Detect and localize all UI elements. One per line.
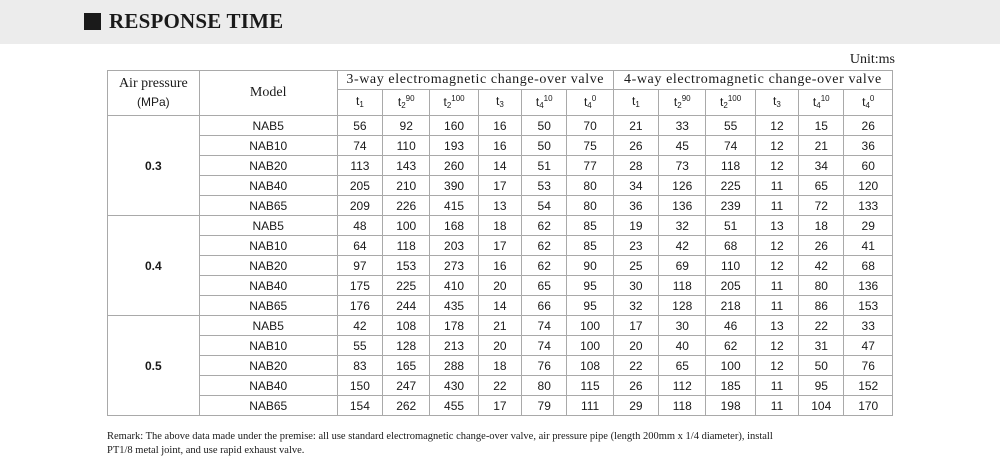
model-cell: NAB10 (199, 336, 337, 356)
value-cell: 120 (844, 176, 893, 196)
value-cell: 198 (706, 396, 755, 416)
value-cell: 31 (799, 336, 844, 356)
value-cell: 273 (430, 256, 478, 276)
title-square-icon (84, 13, 101, 30)
value-cell: 74 (337, 136, 382, 156)
value-cell: 85 (567, 236, 613, 256)
value-cell: 11 (755, 276, 798, 296)
value-cell: 152 (844, 376, 893, 396)
value-cell: 65 (799, 176, 844, 196)
value-cell: 30 (659, 316, 706, 336)
value-cell: 128 (659, 296, 706, 316)
subheader-4way-3 (755, 90, 798, 116)
value-cell: 150 (337, 376, 382, 396)
value-cell: 36 (613, 196, 658, 216)
value-cell: 26 (799, 236, 844, 256)
value-cell: 410 (430, 276, 478, 296)
value-cell: 18 (799, 216, 844, 236)
value-cell: 26 (613, 136, 658, 156)
value-cell: 95 (567, 296, 613, 316)
value-cell: 12 (755, 356, 798, 376)
subheader-symbol: t (720, 95, 724, 109)
value-cell: 80 (522, 376, 567, 396)
value-cell: 42 (337, 316, 382, 336)
value-cell: 28 (613, 156, 658, 176)
value-cell: 455 (430, 396, 478, 416)
value-cell: 218 (706, 296, 755, 316)
value-cell: 74 (522, 316, 567, 336)
air-pressure-header (108, 71, 200, 116)
value-cell: 62 (522, 216, 567, 236)
value-cell: 62 (522, 236, 567, 256)
value-cell: 92 (383, 116, 430, 136)
value-cell: 62 (706, 336, 755, 356)
value-cell: 154 (337, 396, 382, 416)
value-cell: 62 (522, 256, 567, 276)
subheader-superscript: 90 (681, 94, 691, 103)
value-cell: 262 (383, 396, 430, 416)
model-cell: NAB20 (199, 256, 337, 276)
subheader-subscript: 4 (539, 101, 544, 110)
remark-line-1: Remark: The above data made under the premise: all use standard electromagnetic change-over valve, air pressure pipe (length 200mm x 1/4 diameter), install (107, 431, 773, 442)
table-row (108, 336, 893, 356)
value-cell: 12 (755, 256, 798, 276)
value-cell: 55 (337, 336, 382, 356)
value-cell: 133 (844, 196, 893, 216)
value-cell: 34 (613, 176, 658, 196)
value-cell: 41 (844, 236, 893, 256)
subheader-3way-4 (522, 90, 567, 116)
value-cell: 23 (613, 236, 658, 256)
value-cell: 56 (337, 116, 382, 136)
value-cell: 100 (383, 216, 430, 236)
value-cell: 65 (659, 356, 706, 376)
value-cell: 20 (478, 336, 521, 356)
title-bar (0, 0, 1000, 44)
value-cell: 430 (430, 376, 478, 396)
value-cell: 175 (337, 276, 382, 296)
model-header: Model (199, 71, 337, 116)
value-cell: 17 (478, 176, 521, 196)
model-cell: NAB20 (199, 156, 337, 176)
subheader-subscript: 4 (865, 101, 870, 110)
value-cell: 118 (706, 156, 755, 176)
value-cell: 136 (844, 276, 893, 296)
table-row (108, 296, 893, 316)
table-row (108, 116, 893, 136)
value-cell: 21 (613, 116, 658, 136)
value-cell: 111 (567, 396, 613, 416)
value-cell: 118 (659, 396, 706, 416)
value-cell: 42 (659, 236, 706, 256)
value-cell: 239 (706, 196, 755, 216)
unit-label: Unit:ms (849, 52, 895, 67)
value-cell: 66 (522, 296, 567, 316)
value-cell: 48 (337, 216, 382, 236)
value-cell: 55 (706, 116, 755, 136)
value-cell: 77 (567, 156, 613, 176)
value-cell: 14 (478, 296, 521, 316)
value-cell: 76 (522, 356, 567, 376)
value-cell: 16 (478, 116, 521, 136)
value-cell: 12 (755, 236, 798, 256)
table-row (108, 196, 893, 216)
value-cell: 50 (522, 116, 567, 136)
value-cell: 42 (799, 256, 844, 276)
value-cell: 244 (383, 296, 430, 316)
value-cell: 185 (706, 376, 755, 396)
subheader-3way-0 (337, 90, 382, 116)
value-cell: 165 (383, 356, 430, 376)
subheader-3way-2 (430, 90, 478, 116)
value-cell: 11 (755, 296, 798, 316)
model-cell: NAB65 (199, 296, 337, 316)
value-cell: 95 (567, 276, 613, 296)
table-row (108, 256, 893, 276)
model-cell: NAB65 (199, 396, 337, 416)
value-cell: 68 (706, 236, 755, 256)
value-cell: 160 (430, 116, 478, 136)
value-cell: 76 (844, 356, 893, 376)
value-cell: 153 (383, 256, 430, 276)
value-cell: 30 (613, 276, 658, 296)
value-cell: 247 (383, 376, 430, 396)
value-cell: 110 (383, 136, 430, 156)
subheader-subscript: 3 (776, 99, 781, 109)
table-row (108, 376, 893, 396)
subheader-superscript: 90 (405, 94, 415, 103)
model-cell: NAB10 (199, 136, 337, 156)
value-cell: 17 (478, 396, 521, 416)
value-cell: 21 (799, 136, 844, 156)
value-cell: 168 (430, 216, 478, 236)
subheader-superscript: 10 (543, 94, 553, 103)
value-cell: 100 (567, 316, 613, 336)
value-cell: 108 (567, 356, 613, 376)
value-cell: 60 (844, 156, 893, 176)
subheader-superscript: 0 (869, 94, 875, 103)
subheader-symbol: t (812, 95, 817, 109)
value-cell: 50 (799, 356, 844, 376)
subheader-subscript: 2 (677, 101, 682, 110)
value-cell: 118 (659, 276, 706, 296)
value-cell: 13 (755, 316, 798, 336)
model-cell: NAB65 (199, 196, 337, 216)
value-cell: 18 (478, 356, 521, 376)
subheader-symbol: t (773, 93, 777, 108)
value-cell: 108 (383, 316, 430, 336)
value-cell: 113 (337, 156, 382, 176)
value-cell: 11 (755, 396, 798, 416)
value-cell: 21 (478, 316, 521, 336)
value-cell: 18 (478, 216, 521, 236)
value-cell: 15 (799, 116, 844, 136)
value-cell: 178 (430, 316, 478, 336)
subheader-4way-0 (613, 90, 658, 116)
value-cell: 80 (567, 176, 613, 196)
value-cell: 435 (430, 296, 478, 316)
value-cell: 100 (567, 336, 613, 356)
air-pressure-header-line1: Air pressure (118, 76, 188, 91)
model-cell: NAB5 (199, 116, 337, 136)
value-cell: 205 (337, 176, 382, 196)
value-cell: 12 (755, 116, 798, 136)
value-cell: 47 (844, 336, 893, 356)
value-cell: 33 (844, 316, 893, 336)
value-cell: 74 (522, 336, 567, 356)
value-cell: 14 (478, 156, 521, 176)
value-cell: 203 (430, 236, 478, 256)
subheader-superscript: 100 (727, 94, 742, 103)
value-cell: 176 (337, 296, 382, 316)
value-cell: 16 (478, 256, 521, 276)
value-cell: 12 (755, 336, 798, 356)
value-cell: 104 (799, 396, 844, 416)
pressure-cell: 0.4 (108, 216, 200, 316)
subheader-3way-5 (567, 90, 613, 116)
value-cell: 73 (659, 156, 706, 176)
value-cell: 143 (383, 156, 430, 176)
group-header-4way: 4-way electromagnetic change-over valve (613, 71, 892, 90)
table-row (108, 216, 893, 236)
subheader-3way-3 (478, 90, 521, 116)
value-cell: 110 (706, 256, 755, 276)
value-cell: 193 (430, 136, 478, 156)
value-cell: 126 (659, 176, 706, 196)
pressure-cell: 0.5 (108, 316, 200, 416)
subheader-subscript: 1 (635, 99, 640, 109)
value-cell: 209 (337, 196, 382, 216)
value-cell: 288 (430, 356, 478, 376)
value-cell: 118 (383, 236, 430, 256)
value-cell: 13 (478, 196, 521, 216)
value-cell: 213 (430, 336, 478, 356)
subheader-symbol: t (355, 93, 360, 108)
subheader-subscript: 3 (499, 99, 504, 109)
subheader-subscript: 2 (401, 101, 406, 110)
value-cell: 225 (383, 276, 430, 296)
value-cell: 53 (522, 176, 567, 196)
value-cell: 415 (430, 196, 478, 216)
value-cell: 75 (567, 136, 613, 156)
remark (107, 430, 907, 458)
value-cell: 85 (567, 216, 613, 236)
model-cell: NAB20 (199, 356, 337, 376)
value-cell: 112 (659, 376, 706, 396)
value-cell: 22 (799, 316, 844, 336)
value-cell: 26 (613, 376, 658, 396)
value-cell: 19 (613, 216, 658, 236)
subheader-subscript: 4 (587, 101, 592, 110)
page-title: RESPONSE TIME (109, 9, 284, 33)
value-cell: 80 (567, 196, 613, 216)
table-row (108, 156, 893, 176)
value-cell: 29 (844, 216, 893, 236)
value-cell: 22 (478, 376, 521, 396)
subheader-symbol: t (535, 95, 540, 109)
value-cell: 128 (383, 336, 430, 356)
value-cell: 260 (430, 156, 478, 176)
subheader-4way-5 (844, 90, 893, 116)
table-row (108, 276, 893, 296)
value-cell: 68 (844, 256, 893, 276)
value-cell: 205 (706, 276, 755, 296)
table-row (108, 236, 893, 256)
value-cell: 40 (659, 336, 706, 356)
air-pressure-header-line2: (MPa) (137, 95, 170, 109)
subheader-subscript: 4 (816, 101, 821, 110)
table-row (108, 316, 893, 336)
table-row (108, 176, 893, 196)
value-cell: 170 (844, 396, 893, 416)
subheader-symbol: t (583, 95, 588, 109)
pressure-cell: 0.3 (108, 116, 200, 216)
subheader-symbol: t (443, 95, 447, 109)
subheader-subscript: 1 (359, 99, 364, 109)
subheader-symbol: t (632, 93, 636, 108)
value-cell: 65 (522, 276, 567, 296)
subheader-superscript: 0 (591, 94, 597, 103)
value-cell: 29 (613, 396, 658, 416)
subheader-superscript: 100 (451, 94, 465, 103)
value-cell: 33 (659, 116, 706, 136)
value-cell: 210 (383, 176, 430, 196)
subheader-4way-4 (799, 90, 844, 116)
value-cell: 97 (337, 256, 382, 276)
value-cell: 22 (613, 356, 658, 376)
value-cell: 50 (522, 136, 567, 156)
model-cell: NAB40 (199, 176, 337, 196)
value-cell: 12 (755, 136, 798, 156)
value-cell: 20 (478, 276, 521, 296)
value-cell: 20 (613, 336, 658, 356)
value-cell: 11 (755, 176, 798, 196)
value-cell: 115 (567, 376, 613, 396)
value-cell: 86 (799, 296, 844, 316)
response-time-table (107, 70, 893, 416)
value-cell: 79 (522, 396, 567, 416)
remark-line-2: PT1/8 metal joint, and use rapid exhaust valve. (107, 445, 305, 456)
group-header-3way: 3-way electromagnetic change-over valve (337, 71, 613, 90)
value-cell: 17 (478, 236, 521, 256)
value-cell: 226 (383, 196, 430, 216)
model-cell: NAB40 (199, 276, 337, 296)
value-cell: 90 (567, 256, 613, 276)
value-cell: 11 (755, 376, 798, 396)
value-cell: 13 (755, 216, 798, 236)
table-row (108, 136, 893, 156)
value-cell: 12 (755, 156, 798, 176)
value-cell: 136 (659, 196, 706, 216)
table-row (108, 356, 893, 376)
value-cell: 51 (706, 216, 755, 236)
value-cell: 74 (706, 136, 755, 156)
value-cell: 72 (799, 196, 844, 216)
value-cell: 153 (844, 296, 893, 316)
value-cell: 46 (706, 316, 755, 336)
value-cell: 25 (613, 256, 658, 276)
subheader-symbol: t (862, 95, 866, 109)
model-cell: NAB5 (199, 316, 337, 336)
subheader-symbol: t (496, 93, 500, 108)
subheader-symbol: t (397, 95, 402, 109)
subheader-superscript: 10 (820, 94, 830, 103)
value-cell: 95 (799, 376, 844, 396)
value-cell: 80 (799, 276, 844, 296)
model-cell: NAB40 (199, 376, 337, 396)
value-cell: 390 (430, 176, 478, 196)
subheader-subscript: 2 (723, 101, 728, 110)
table-row (108, 396, 893, 416)
value-cell: 16 (478, 136, 521, 156)
value-cell: 32 (613, 296, 658, 316)
value-cell: 45 (659, 136, 706, 156)
value-cell: 83 (337, 356, 382, 376)
subheader-3way-1 (383, 90, 430, 116)
value-cell: 54 (522, 196, 567, 216)
value-cell: 34 (799, 156, 844, 176)
value-cell: 70 (567, 116, 613, 136)
model-cell: NAB5 (199, 216, 337, 236)
value-cell: 51 (522, 156, 567, 176)
value-cell: 64 (337, 236, 382, 256)
model-cell: NAB10 (199, 236, 337, 256)
subheader-symbol: t (673, 95, 678, 109)
value-cell: 17 (613, 316, 658, 336)
value-cell: 36 (844, 136, 893, 156)
value-cell: 100 (706, 356, 755, 376)
subheader-4way-2 (706, 90, 755, 116)
value-cell: 32 (659, 216, 706, 236)
subheader-4way-1 (659, 90, 706, 116)
value-cell: 225 (706, 176, 755, 196)
subheader-subscript: 2 (446, 101, 452, 110)
value-cell: 11 (755, 196, 798, 216)
value-cell: 69 (659, 256, 706, 276)
value-cell: 26 (844, 116, 893, 136)
